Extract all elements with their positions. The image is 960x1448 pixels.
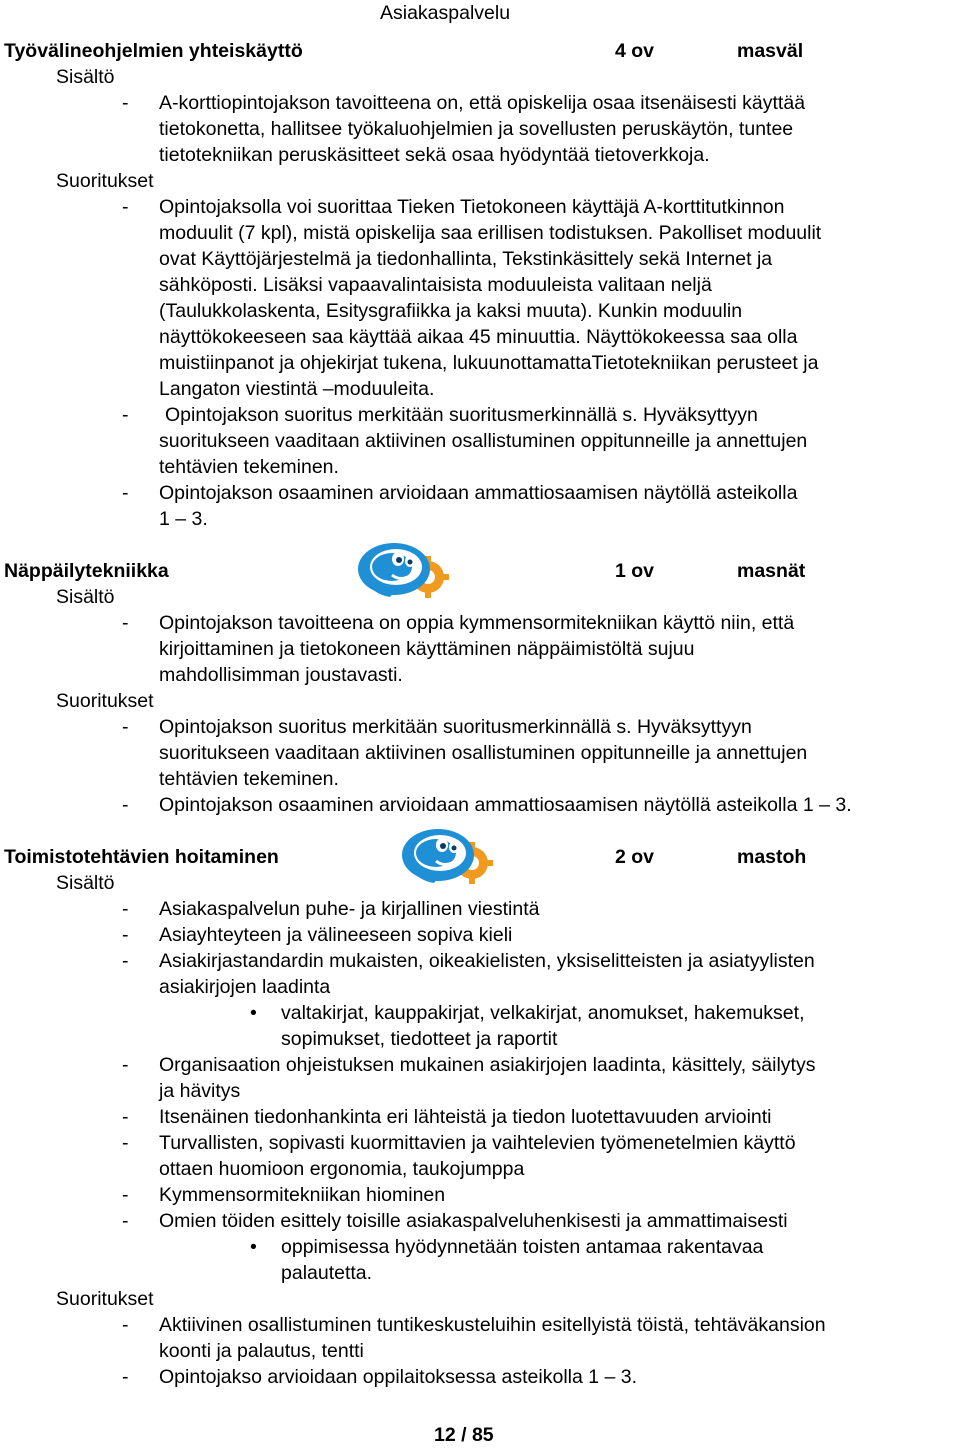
- course-code: masnät: [737, 560, 806, 582]
- list-dash: -: [122, 924, 129, 946]
- list-item-line: mahdollisimman joustavasti.: [159, 664, 403, 686]
- list-dash: -: [122, 1054, 129, 1076]
- list-item-line: Organisaation ohjeistuksen mukainen asiakirjojen laadinta, käsittely, säilytys: [159, 1054, 816, 1076]
- content-label: Sisältö: [56, 66, 115, 88]
- list-item-line: Asiakirjastandardin mukaisten, oikeakielisten, yksiselitteisten ja asiatyylisten: [159, 950, 815, 972]
- list-item-line: suoritukseen vaaditaan aktiivinen osallistuminen oppitunneille ja annettujen: [159, 430, 808, 452]
- list-item-line: Omien töiden esittely toisille asiakaspalveluhenkisesti ja ammattimaisesti: [159, 1210, 788, 1232]
- list-item-line: oppimisessa hyödynnetään toisten antamaa rakentavaa: [281, 1236, 764, 1258]
- list-dash: -: [122, 1184, 129, 1206]
- list-item-line: tietotekniikan peruskäsitteet sekä osaa hyödyntää tietoverkkoja.: [159, 144, 710, 166]
- list-item-line: ovat Käyttöjärjestelmä ja tiedonhallinta, Tekstinkäsittely sekä Internet ja: [159, 248, 773, 270]
- course-credits: 1 ov: [615, 560, 655, 582]
- list-bullet: •: [250, 1236, 257, 1258]
- list-dash: -: [122, 482, 129, 504]
- course-credits: 2 ov: [615, 846, 655, 868]
- list-item-line: Itsenäinen tiedonhankinta eri lähteistä ja tiedon luotettavuuden arviointi: [159, 1106, 772, 1128]
- list-dash: -: [122, 196, 129, 218]
- list-dash: -: [122, 404, 129, 426]
- list-item-line: tietokonetta, hallitsee työkaluohjelmien ja sovellusten peruskäytön, tuntee: [159, 118, 794, 140]
- list-item-line: ja hävitys: [159, 1080, 241, 1102]
- list-item-line: Kymmensormitekniikan hiominen: [159, 1184, 446, 1206]
- course-credits: 4 ov: [615, 40, 655, 62]
- list-item-line: Opintojakson suoritus merkitään suoritusmerkinnällä s. Hyväksyttyyn: [159, 716, 752, 738]
- list-dash: -: [122, 1314, 129, 1336]
- list-item-line: tehtävien tekeminen.: [159, 456, 339, 478]
- list-bullet: •: [250, 1002, 257, 1024]
- list-item-line: koonti ja palautus, tentti: [159, 1340, 364, 1362]
- list-item-line: suoritukseen vaaditaan aktiivinen osallistuminen oppitunneille ja annettujen: [159, 742, 808, 764]
- list-dash: -: [122, 1132, 129, 1154]
- list-item-line: Opintojakson tavoitteena on oppia kymmensormitekniikan käyttö niin, että: [159, 612, 795, 634]
- results-label: Suoritukset: [56, 1288, 154, 1310]
- list-item-line: valtakirjat, kauppakirjat, velkakirjat, anomukset, hakemukset,: [281, 1002, 805, 1024]
- list-item-line: tehtävien tekeminen.: [159, 768, 339, 790]
- results-label: Suoritukset: [56, 170, 154, 192]
- course-title: Työvälineohjelmien yhteiskäyttö: [4, 40, 303, 62]
- list-dash: -: [122, 1106, 129, 1128]
- list-dash: -: [122, 1366, 129, 1388]
- list-item-line: Langaton viestintä –moduuleita.: [159, 378, 435, 400]
- list-item-line: palautetta.: [281, 1262, 373, 1284]
- list-dash: -: [122, 1210, 129, 1232]
- course-title: Toimistotehtävien hoitaminen: [4, 846, 279, 868]
- course-code: mastoh: [737, 846, 807, 868]
- list-dash: -: [122, 950, 129, 972]
- list-item-line: kirjoittaminen ja tietokoneen käyttäminen näppäimistöltä sujuu: [159, 638, 695, 660]
- list-item-line: Opintojakson osaaminen arvioidaan ammattiosaamisen näytöllä asteikolla: [159, 482, 798, 504]
- content-label: Sisältö: [56, 872, 115, 894]
- list-item-line: Opintojaksolla voi suorittaa Tieken Tietokoneen käyttäjä A-korttitutkinnon: [159, 196, 785, 218]
- list-dash: -: [122, 612, 129, 634]
- page-number: 12 / 85: [434, 1424, 494, 1446]
- list-item-line: (Taulukkolaskenta, Esitysgrafiikka ja kaksi muuta). Kunkin moduulin: [159, 300, 743, 322]
- list-item-line: A-korttiopintojakson tavoitteena on, että opiskelija osaa itsenäisesti käyttää: [159, 92, 806, 114]
- mascot-logo-icon: [400, 827, 494, 889]
- course-code: masväl: [737, 40, 804, 62]
- list-item-line: Opintojakson suoritus merkitään suoritusmerkinnällä s. Hyväksyttyyn: [165, 404, 758, 426]
- list-dash: -: [122, 92, 129, 114]
- results-label: Suoritukset: [56, 690, 154, 712]
- list-item-line: 1 – 3.: [159, 508, 208, 530]
- list-item-line: näyttökokeeseen saa käyttää aikaa 45 minuuttia. Näyttökokeessa saa olla: [159, 326, 798, 348]
- list-item-line: sopimukset, tiedotteet ja raportit: [281, 1028, 558, 1050]
- list-item-line: moduulit (7 kpl), mistä opiskelija saa erillisen todistuksen. Pakolliset moduulit: [159, 222, 822, 244]
- list-item-line: muistiinpanot ja ohjekirjat tukena, lukuunottamattaTietotekniikan perusteet ja: [159, 352, 819, 374]
- list-item-line: asiakirjojen laadinta: [159, 976, 331, 998]
- list-item-line: Asiakaspalvelun puhe- ja kirjallinen viestintä: [159, 898, 540, 920]
- list-item-line: ottaen huomioon ergonomia, taukojumppa: [159, 1158, 525, 1180]
- list-dash: -: [122, 794, 129, 816]
- content-label: Sisältö: [56, 586, 115, 608]
- course-title: Näppäilytekniikka: [4, 560, 169, 582]
- list-dash: -: [122, 898, 129, 920]
- list-item-line: Asiayhteyteen ja välineeseen sopiva kieli: [159, 924, 513, 946]
- list-item-line: Turvallisten, sopivasti kuormittavien ja vaihtelevien työmenetelmien käyttö: [159, 1132, 796, 1154]
- list-dash: -: [122, 716, 129, 738]
- mascot-logo-icon: [356, 541, 450, 603]
- list-item-line: Opintojakson osaaminen arvioidaan ammattiosaamisen näytöllä asteikolla 1 – 3.: [159, 794, 852, 816]
- page-header: Asiakaspalvelu: [380, 2, 511, 24]
- list-item-line: Aktiivinen osallistuminen tuntikeskusteluihin esitellyistä töistä, tehtäväkansion: [159, 1314, 826, 1336]
- list-item-line: sähköposti. Lisäksi vapaavalintaisista moduuleista valitaan neljä: [159, 274, 712, 296]
- list-item-line: Opintojakso arvioidaan oppilaitoksessa asteikolla 1 – 3.: [159, 1366, 638, 1388]
